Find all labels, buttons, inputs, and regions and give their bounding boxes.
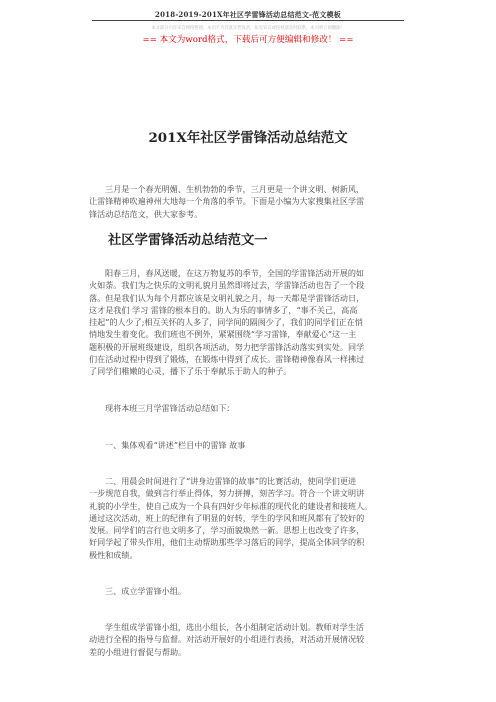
paragraph-line: 现将本班三月学雷锋活动总结如下：: [105, 403, 235, 413]
paragraph-line: 发展。同学们的言行也文明多了，学习面貌焕然一新。思想上也改变了许多，: [89, 525, 365, 536]
paragraph-line: 锋活动总结范文，供大家参考。: [89, 208, 203, 219]
intro-paragraph: [89, 183, 409, 220]
paragraph-line: 题积极的开展班级建设，组织各项活动，努力把学雷锋活动落实到实处。同学: [89, 341, 365, 352]
list-item-3: [89, 585, 409, 597]
body-paragraph-1: [89, 267, 409, 378]
paragraph-line: 差的小组进行督促与帮助。: [89, 646, 187, 657]
paragraph-line: 火如荼。我们为之快乐的文明礼貌月虽然即将过去，学雷锋活动也告了一个段: [89, 280, 365, 291]
list-item-2: [89, 475, 409, 561]
paragraph-line: 三月是一个春光明媚、生机勃勃的季节，三月更是一个讲文明、树新风，: [105, 184, 365, 194]
page-header-title: 2018-2019-201X年社区学雷锋活动总结范文-范文模板: [155, 10, 341, 19]
section-heading: 社区学雷锋活动总结范文一: [108, 233, 268, 248]
body-paragraph-3: [89, 621, 409, 658]
paragraph-line: 挂起”的人少了;相互关怀的人多了，同学间的隔阂少了，我们的同学们正在悄: [89, 317, 363, 328]
paragraph-line: 二、用晨会时间进行了“讲身边雷锋的故事”的比赛活动，使同学们更进: [105, 476, 357, 486]
document-title: 201X年社区学雷锋活动总结范文: [148, 130, 348, 146]
word-format-banner: == 本文为word格式，下载后可方便编辑和修改！ ==: [142, 35, 354, 45]
paragraph-line: 落。但是我们认为每个月都应该是文明礼貌之月，每一天都是学雷锋活动日，: [89, 292, 365, 303]
paragraph-line: 礼貌的小学生，使自己成为一个具有四好少年标准的现代化的建设者和接班人。: [89, 500, 373, 511]
paragraph-line: 极性和成绩。: [89, 549, 138, 560]
paragraph-line: 三、成立学雷锋小组。: [105, 586, 186, 596]
paragraph-line: 们在活动过程中得到了锻炼，在锻炼中得到了成长。雷锋精神像春风一样拂过: [89, 354, 365, 365]
list-item-1: [89, 439, 409, 451]
paragraph-line: 让雷锋精神吹遍神州大地每一个角落的季节。下面是小编为大家搜集社区学雷: [89, 196, 365, 207]
body-paragraph-2: [89, 402, 409, 414]
header-divider: [92, 20, 404, 21]
header-disclaimer: 本文部分内容来自网络整理，本司不为其真实性负责，如有异议或侵权请及时联系，本司将立即删除！: [151, 26, 345, 31]
paragraph-line: 了同学们稚嫩的心灵，播下了乐于奉献乐于助人的种子。: [89, 366, 292, 377]
paragraph-line: 这才是我们 学习 雷锋的根本目的。助人为乐的事情多了，“事不关己，高高: [89, 304, 358, 315]
paragraph-line: 阳春三月，春风送暖，在这万物复苏的季节，全国的学雷锋活动开展的如: [105, 268, 365, 278]
paragraph-line: 学生组成学雷锋小组，选出小组长，各小组制定活动计划。教师对学生活: [105, 622, 365, 632]
paragraph-line: 通过这次活动，班上的纪律有了明显的好转，学生的学风和班风都有了较好的: [89, 512, 365, 523]
paragraph-line: 一、集体观看“讲述”栏目中的雷锋 故事: [105, 440, 246, 450]
paragraph-line: 悄地发生着变化。我们班也不例外，紧紧围绕“学习雷锋，奉献爱心”这一主: [89, 329, 357, 340]
paragraph-line: 好同学起了带头作用，他们主动帮助那些学习落后的同学，提高全体同学的积: [89, 537, 365, 548]
paragraph-line: 一步规范自我，做到言行举止得体，努力拼搏，刻苦学习。符合一个讲文明讲: [89, 488, 365, 499]
paragraph-line: 动进行全程的指导与监督。对活动开展好的小组进行表扬，对活动开展情况较: [89, 634, 365, 645]
